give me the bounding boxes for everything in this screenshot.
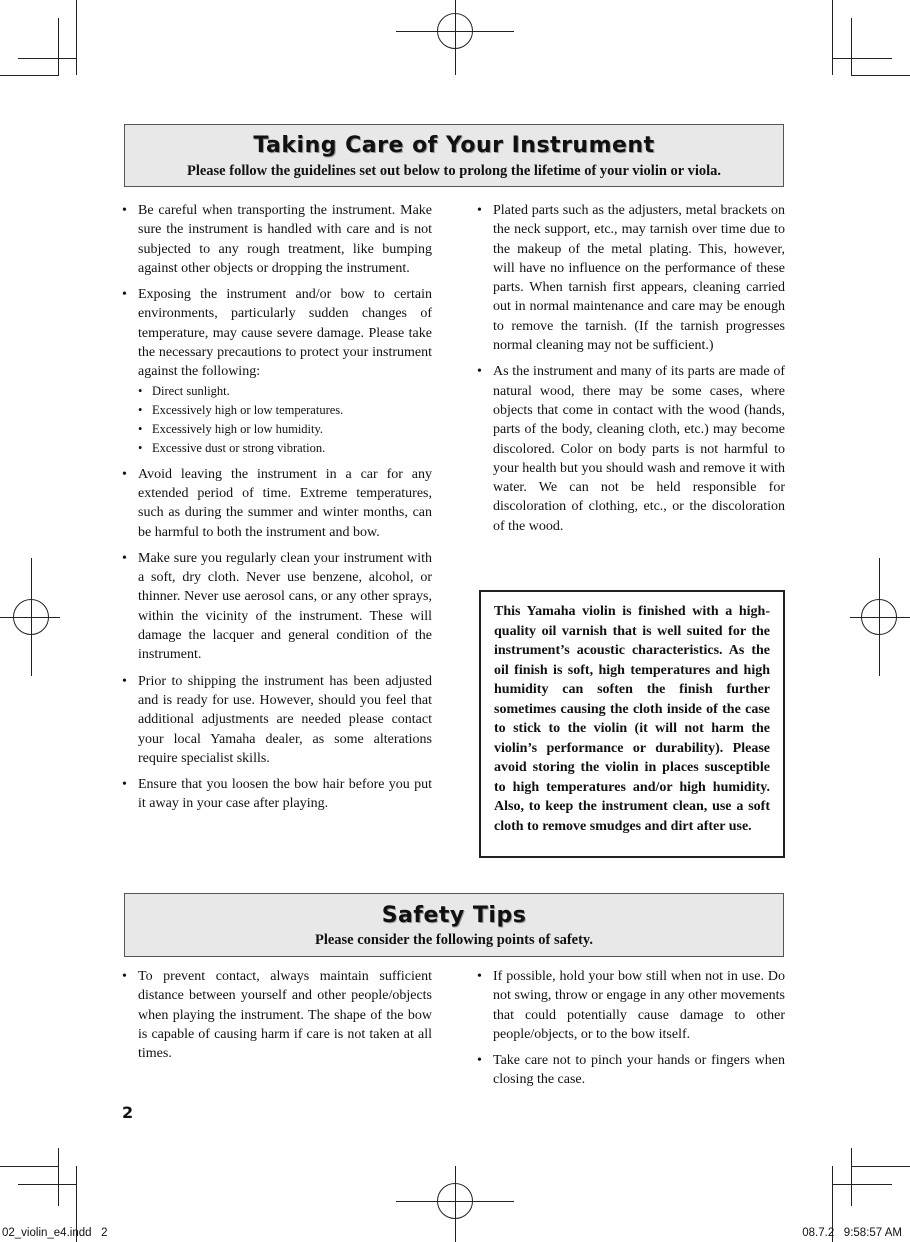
crop-mark bbox=[58, 18, 59, 76]
safety-header bbox=[124, 893, 784, 957]
list-item: • Be careful when transporting the instrument. Make sure the instrument is handled with care and is not subjected to any rough treatment, like bumping against other objects or dropping the instrument. bbox=[122, 201, 432, 278]
crop-mark bbox=[0, 75, 58, 76]
care-header bbox=[124, 124, 784, 187]
crop-mark bbox=[832, 58, 892, 59]
crop-mark bbox=[0, 1166, 58, 1167]
registration-circle bbox=[437, 1183, 473, 1219]
crop-mark bbox=[851, 18, 852, 76]
safety-left-column bbox=[122, 967, 432, 1070]
list-item: • Make sure you regularly clean your instrument with a soft, dry cloth. Never use benzene, alcohol, or thinner. Never use aerosol cans, or any other sprays, within the vicinity of the instrument. These will damage the lacquer and general condition of the instrument. bbox=[122, 549, 432, 665]
conditions-list bbox=[138, 382, 432, 458]
crop-mark bbox=[832, 0, 833, 75]
list-item: • Ensure that you loosen the bow hair before you put it away in your case after playing. bbox=[122, 775, 432, 814]
list-item: • Prior to shipping the instrument has been adjusted and is ready for use. However, should you feel that additional adjustments are needed please contact your local Yamaha dealer, as some alterations require specialist skills. bbox=[122, 672, 432, 768]
list-item: • Avoid leaving the instrument in a car for any extended period of time. Extreme temperatures, such as during the summer and winter months, can be harmful to both the instrument and bow. bbox=[122, 465, 432, 542]
crop-mark bbox=[852, 75, 910, 76]
list-item: • As the instrument and many of its parts are made of natural wood, there may be some cases, where objects that come in contact with the wood (hands, parts of the body, cleaning cloth, etc.) may become discolored. Color on body parts is not harmful to your health but you should wash and remove it with water. We can not be held responsible for discoloration of clothing, etc., or the discoloration of the wood. bbox=[477, 362, 785, 536]
care-left-column bbox=[122, 201, 432, 821]
registration-circle bbox=[861, 599, 897, 635]
safety-right-column bbox=[477, 967, 785, 1097]
care-right-column bbox=[477, 201, 785, 543]
crop-mark bbox=[851, 1148, 852, 1206]
list-item: • Take care not to pinch your hands or fingers when closing the case. bbox=[477, 1051, 785, 1090]
crop-mark bbox=[18, 1184, 76, 1185]
condition-item: • Direct sunlight. bbox=[138, 382, 432, 401]
list-item: • To prevent contact, always maintain sufficient distance between yourself and other people/objects when playing the instrument. The shape of the bow is capable of causing harm if care is not taken at all times. bbox=[122, 967, 432, 1063]
condition-item: • Excessive dust or strong vibration. bbox=[138, 439, 432, 458]
page-number: 2 bbox=[122, 1103, 134, 1122]
list-item bbox=[122, 285, 432, 457]
crop-mark bbox=[76, 0, 77, 75]
safety-subtitle: Please consider the following points of safety. bbox=[314, 932, 594, 948]
crop-mark bbox=[852, 1166, 910, 1167]
crop-mark bbox=[18, 58, 76, 59]
crop-mark bbox=[832, 1184, 892, 1185]
slug-filename: 02_violin_e4.indd 2 bbox=[2, 1227, 108, 1239]
registration-circle bbox=[437, 13, 473, 49]
condition-item: • Excessively high or low humidity. bbox=[138, 420, 432, 439]
slug-timestamp: 08.7.2 9:58:57 AM bbox=[802, 1227, 902, 1239]
registration-circle bbox=[13, 599, 49, 635]
care-subtitle: Please follow the guidelines set out below to prolong the lifetime of your violin or viola. bbox=[186, 163, 722, 179]
varnish-notice-box: This Yamaha violin is finished with a high-quality oil varnish that is well suited for the instrument’s acoustic characteristics. As the oil finish is soft, high temperatures and high humidity can soften the finish further sometimes causing the cloth inside of the case to stick to the violin (it will not harm the violin’s performance or durability). Please avoid storing the violin in places susceptible to high temperatures and/or high humidity. Also, to keep the instrument clean, use a soft cloth to remove smudges and dirt after use. bbox=[479, 590, 785, 858]
care-title: Taking Care of Your Instrument bbox=[253, 133, 655, 158]
crop-mark bbox=[58, 1148, 59, 1206]
safety-title: Safety Tips bbox=[381, 903, 527, 928]
list-item-text: Exposing the instrument and/or bow to certain environments, particularly sudden changes of temperature, may cause severe damage. Please take the necessary precautions to protect your instrument against the following: bbox=[138, 287, 432, 380]
list-item: • If possible, hold your bow still when not in use. Do not swing, throw or engage in any other movements that could potentially cause damage to other people/objects, or to the bow itself. bbox=[477, 967, 785, 1044]
list-item: • Plated parts such as the adjusters, metal brackets on the neck support, etc., may tarnish over time due to the makeup of the metal plating. This, however, will have no influence on the performance of these parts. When tarnish first appears, cleaning carried out in normal maintenance and care may be enough to remove the tarnish. (If the tarnish progresses normal cleaning may not be sufficient.) bbox=[477, 201, 785, 355]
condition-item: • Excessively high or low temperatures. bbox=[138, 401, 432, 420]
